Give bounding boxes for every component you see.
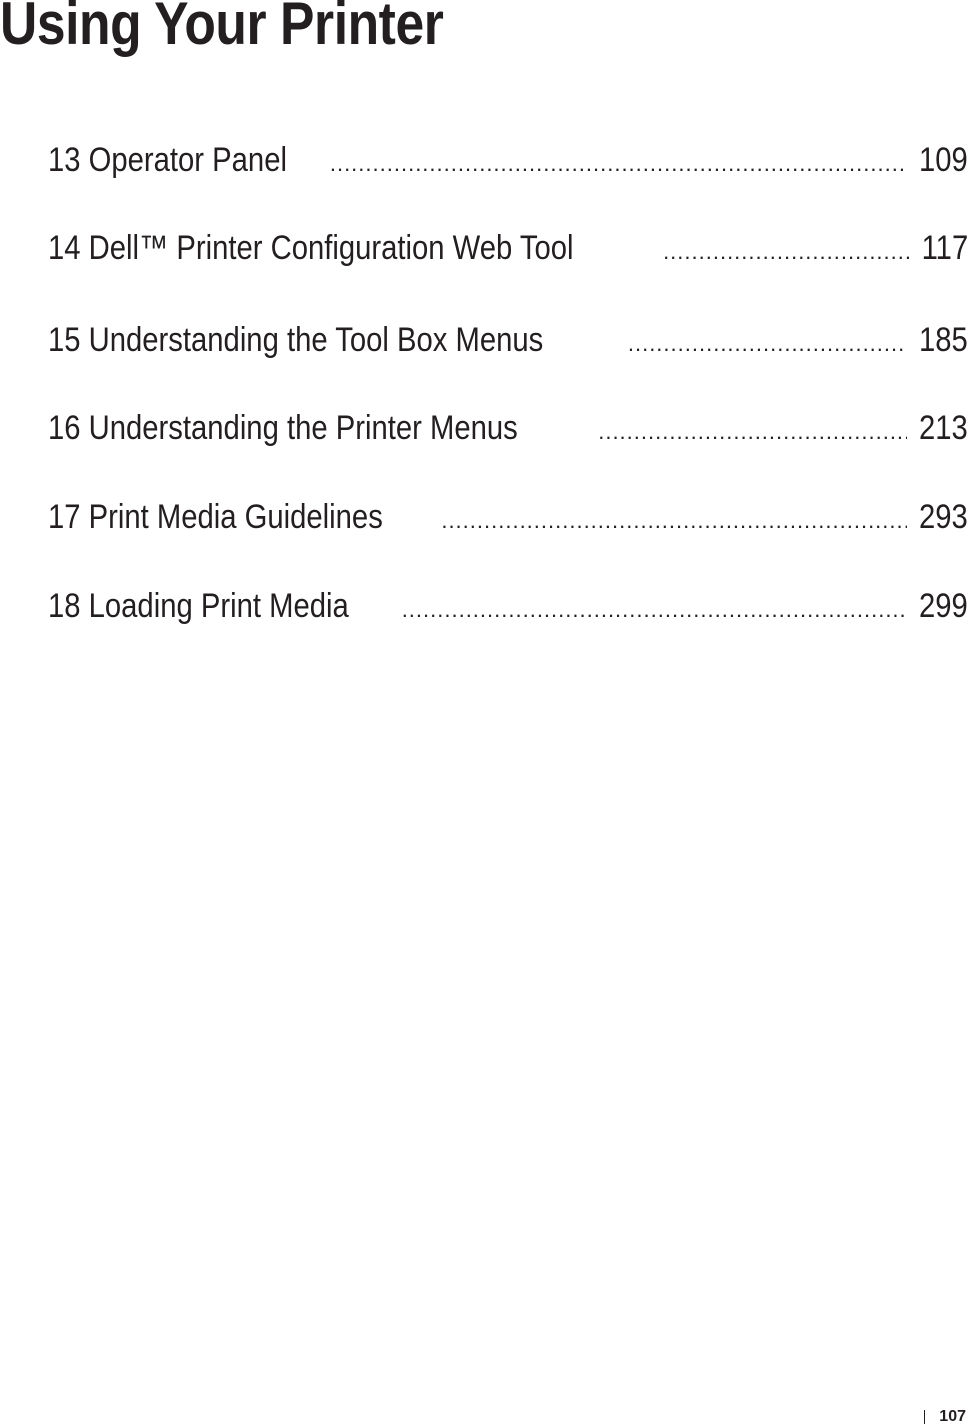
page-number: 107 — [939, 1408, 966, 1425]
toc-entry-label: 13 Operator Panel — [48, 141, 287, 179]
toc-entry-page-number: 117 — [921, 229, 968, 267]
toc-entry-label: 18 Loading Print Media — [48, 587, 349, 625]
toc-entry-loading-print-media[interactable] — [48, 584, 968, 628]
dot-leader — [663, 230, 910, 274]
dot-leader — [628, 322, 907, 366]
toc-entry-web-tool[interactable] — [48, 226, 968, 270]
toc-entry-label: 16 Understanding the Printer Menus — [48, 409, 518, 447]
toc-entry-label: 15 Understanding the Tool Box Menus — [48, 321, 544, 359]
toc-entry-page-number: 213 — [919, 409, 968, 447]
dot-leader — [441, 499, 907, 543]
toc-entry-page-number: 293 — [919, 498, 968, 536]
toc-entry-tool-box-menus[interactable] — [48, 318, 968, 362]
toc-entry-print-media-guidelines[interactable] — [48, 495, 968, 539]
dot-leader — [598, 410, 907, 454]
toc-entry-page-number: 109 — [919, 141, 968, 179]
toc-entry-printer-menus[interactable] — [48, 406, 968, 450]
page-title: Using Your Printer — [0, 0, 444, 57]
toc-entry-operator-panel[interactable] — [48, 138, 968, 182]
toc-entry-label: 17 Print Media Guidelines — [48, 498, 383, 536]
dot-leader — [330, 142, 907, 186]
dot-leader — [402, 588, 908, 632]
toc-entry-page-number: 185 — [919, 321, 968, 359]
footer-divider — [924, 1410, 925, 1424]
page-footer — [924, 1408, 966, 1426]
toc-entry-label: 14 Dell™ Printer Configuration Web Tool — [48, 229, 574, 267]
toc-entry-page-number: 299 — [919, 587, 968, 625]
